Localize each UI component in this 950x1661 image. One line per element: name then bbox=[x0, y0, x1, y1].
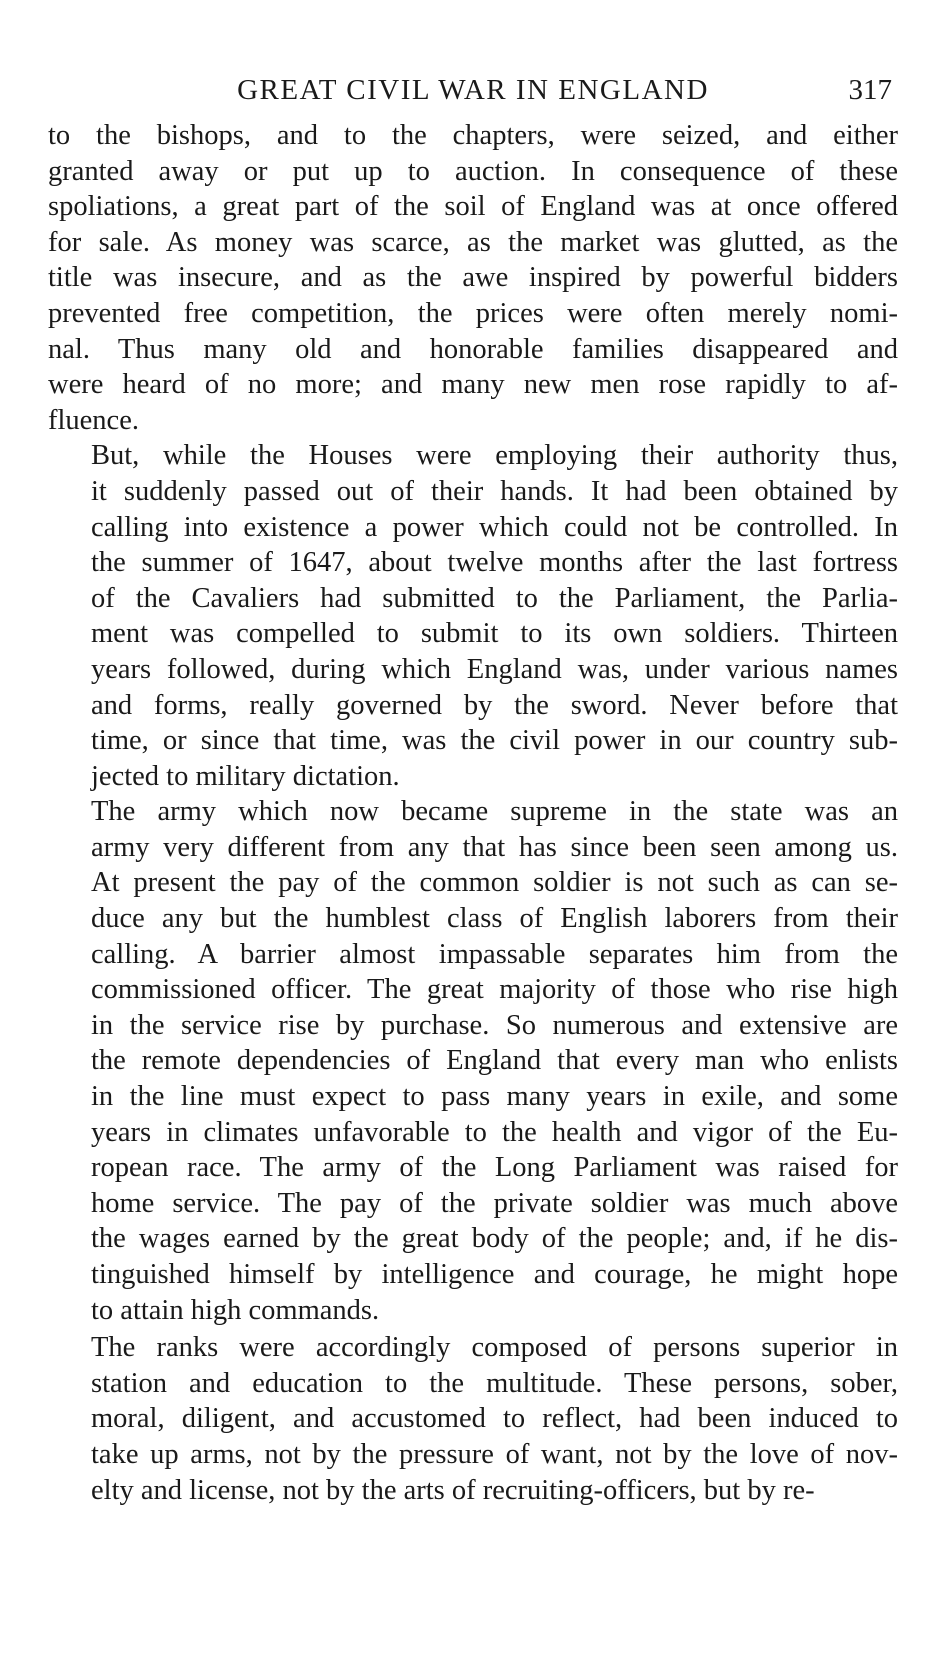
text-line: tinguished himself by intelligence and courage, he might hope bbox=[91, 1259, 898, 1290]
text-line: duce any but the humblest class of English laborers from their bbox=[91, 903, 898, 935]
text-line: ropean race. The army of the Long Parliament was raised for bbox=[91, 1152, 898, 1184]
text-line: army very different from any that has since been seen among us. bbox=[91, 831, 898, 863]
text-line: At present the pay of the common soldier is not such as can se- bbox=[91, 867, 898, 899]
text-line: in the line must expect to pass many years in exile, and some bbox=[91, 1081, 898, 1113]
text-line: prevented free competition, the prices were often merely nomi- bbox=[48, 297, 898, 329]
text-line: take up arms, not by the pressure of want, not by the love of nov- bbox=[91, 1438, 898, 1470]
text-line: ment was compelled to submit to its own soldiers. Thirteen bbox=[91, 618, 898, 650]
text-line: for sale. As money was scarce, as the market was glutted, as the bbox=[48, 226, 898, 258]
text-line: the remote dependencies of England that every man who enlists bbox=[91, 1045, 898, 1077]
text-line: title was insecure, and as the awe inspired by powerful bidders bbox=[48, 262, 898, 294]
text-line: the wages earned by the great body of the people; and, if he dis- bbox=[91, 1223, 898, 1255]
text-line: it suddenly passed out of their hands. It had been obtained by bbox=[91, 475, 898, 507]
paragraph bbox=[48, 118, 898, 438]
text-line: calling into existence a power which could not be controlled. In bbox=[91, 511, 898, 543]
text-line: elty and license, not by the arts of recruiting-officers, but by re- bbox=[91, 1474, 815, 1506]
paragraph bbox=[48, 438, 898, 794]
text-line: time, or since that time, was the civil power in our country sub- bbox=[91, 725, 898, 757]
text-line: of the Cavaliers had submitted to the Parliament, the Parlia- bbox=[91, 582, 898, 614]
text-line: and forms, really governed by the sword. Never before that bbox=[91, 689, 898, 721]
text-line: spoliations, a great part of the soil of England was at once offered bbox=[48, 191, 898, 223]
text-line: The army which now became supreme in the state was an bbox=[91, 796, 898, 828]
text-line: granted away or put up to auction. In consequence of these bbox=[48, 155, 898, 187]
text-line: years in climates unfavorable to the health and vigor of the Eu- bbox=[91, 1116, 898, 1148]
book-page bbox=[48, 62, 898, 1508]
text-line: to attain high commands. bbox=[91, 1294, 380, 1326]
text-line: years followed, during which England was, under various names bbox=[91, 653, 898, 685]
page-number: 317 bbox=[848, 74, 892, 106]
text-line: calling. A barrier almost impassable separates him from the bbox=[91, 938, 898, 970]
text-line: to the bishops, and to the chapters, were seized, and either bbox=[48, 120, 898, 151]
text-line: nal. Thus many old and honorable families disappeared and bbox=[48, 333, 898, 365]
text-line: moral, diligent, and accustomed to reflect, had been induced to bbox=[91, 1403, 898, 1435]
text-line: But, while the Houses were employing their authority thus, bbox=[91, 440, 898, 472]
body-text bbox=[48, 118, 898, 1508]
text-line: in the service rise by purchase. So numerous and extensive are bbox=[91, 1009, 898, 1041]
text-line: fluence. bbox=[48, 404, 139, 436]
paragraph bbox=[48, 1330, 898, 1508]
text-line: The ranks were accordingly composed of persons superior in bbox=[91, 1332, 898, 1364]
running-title: GREAT CIVIL WAR IN ENGLAND bbox=[237, 74, 709, 106]
page-header bbox=[48, 62, 898, 118]
text-line: home service. The pay of the private soldier was much above bbox=[91, 1187, 898, 1219]
paragraph bbox=[48, 794, 898, 1328]
text-line: station and education to the multitude. These persons, sober, bbox=[91, 1367, 898, 1399]
text-line: the summer of 1647, about twelve months after the last fortress bbox=[91, 547, 898, 579]
text-line: commissioned officer. The great majority of those who rise high bbox=[91, 974, 898, 1006]
text-line: jected to military dictation. bbox=[91, 760, 400, 792]
text-line: were heard of no more; and many new men rose rapidly to af- bbox=[48, 369, 898, 401]
